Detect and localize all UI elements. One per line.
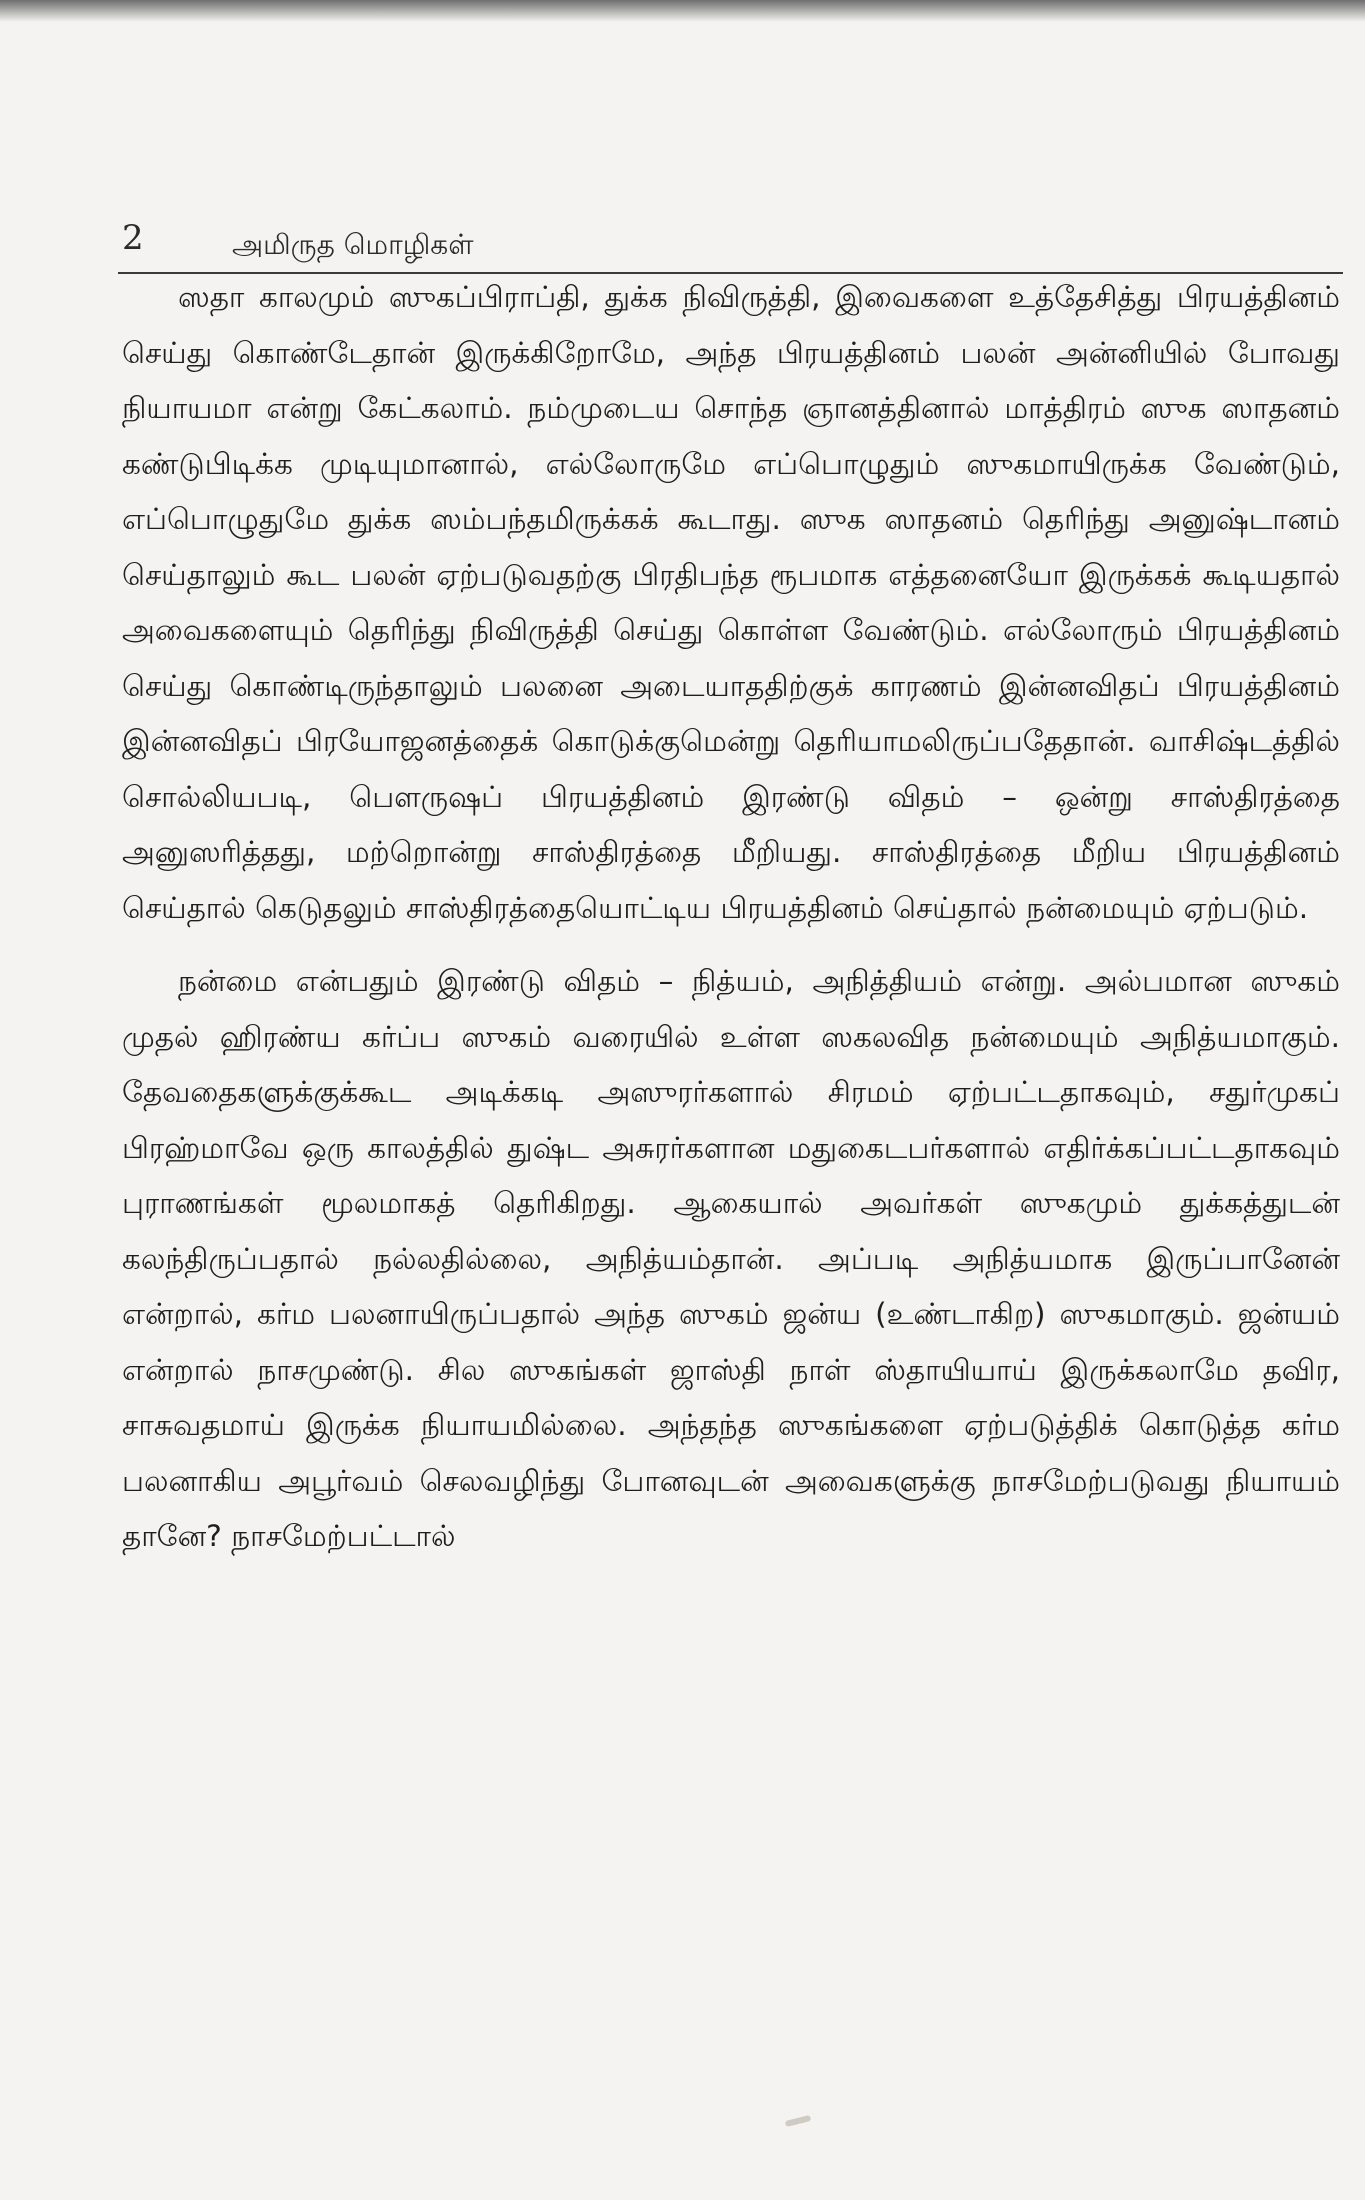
book-title: அமிருத மொழிகள் xyxy=(232,228,474,261)
paragraph-2: நன்மை என்பதும் இரண்டு விதம் – நித்யம், அநித்தியம் என்று. அல்பமான ஸுகம் முதல் ஹிரண்ய கர்ப்ப ஸுகம் வரையில் உள்ள ஸகலவித நன்மையும் அநித்யமாகும். தேவதைகளுக்குக்கூட அடிக்கடி அஸுரர்களால் சிரமம் ஏற்பட்டதாகவும், சதுர்முகப் பிரஹ்மாவே ஒரு காலத்தில் துஷ்ட அசுரர்களான மதுகைடபர்களால் எதிர்க்கப்பட்டதாகவும் புராணங்கள் மூலமாகத் தெரிகிறது. ஆகையால் அவர்கள் ஸுகமும் துக்கத்துடன் கலந்திருப்பதால் நல்லதில்லை, அநித்யம்தான். அப்படி அநித்யமாக இருப்பானேன் என்றால், கர்ம பலனாயிருப்பதால் அந்த ஸுகம் ஜன்ய (உண்டாகிற) ஸுகமாகும். ஜன்யம் என்றால் நாசமுண்டு. சில ஸுகங்கள் ஜாஸ்தி நாள் ஸ்தாயியாய் இருக்கலாமே தவிர, சாசுவதமாய் இருக்க நியாயமில்லை. அந்தந்த ஸுகங்களை ஏற்படுத்திக் கொடுத்த கர்ம பலனாகிய அபூர்வம் செலவழிந்து போனவுடன் அவைகளுக்கு நாசமேற்படுவது நியாயம் தானே? நாசமேற்பட்டால் xyxy=(122,964,1340,1553)
body-text xyxy=(122,270,1340,2050)
page-header xyxy=(118,212,1343,278)
page-smudge xyxy=(785,2115,812,2127)
page-number: 2 xyxy=(122,218,144,258)
page-top-shadow xyxy=(0,0,1365,22)
paragraph-1: ஸதா காலமும் ஸுகப்பிராப்தி, துக்க நிவிருத்தி, இவைகளை உத்தேசித்து பிரயத்தினம் செய்து கொண்டேதான் இருக்கிறோமே, அந்த பிரயத்தினம் பலன் அன்னியில் போவது நியாயமா என்று கேட்கலாம். நம்முடைய சொந்த ஞானத்தினால் மாத்திரம் ஸுக ஸாதனம் கண்டுபிடிக்க முடியுமானால், எல்லோருமே எப்பொழுதும் ஸுகமாயிருக்க வேண்டும், எப்பொழுதுமே துக்க ஸம்பந்தமிருக்கக் கூடாது. ஸுக ஸாதனம் தெரிந்து அனுஷ்டானம் செய்தாலும் கூட பலன் ஏற்படுவதற்கு பிரதிபந்த ரூபமாக எத்தனையோ இருக்கக் கூடியதால் அவைகளையும் தெரிந்து நிவிருத்தி செய்து கொள்ள வேண்டும். எல்லோரும் பிரயத்தினம் செய்து கொண்டிருந்தாலும் பலனை அடையாததிற்குக் காரணம் இன்னவிதப் பிரயத்தினம் இன்னவிதப் பிரயோஜனத்தைக் கொடுக்குமென்று தெரியாமலிருப்பதேதான். வாசிஷ்டத்தில் சொல்லியபடி, பௌருஷப் பிரயத்தினம் இரண்டு விதம் – ஒன்று சாஸ்திரத்தை அனுஸரித்தது, மற்றொன்று சாஸ்திரத்தை மீறியது. சாஸ்திரத்தை மீறிய பிரயத்தினம் செய்தால் கெடுதலும் சாஸ்திரத்தையொட்டிய பிரயத்தினம் செய்தால் நன்மையும் ஏற்படும். xyxy=(122,280,1340,925)
